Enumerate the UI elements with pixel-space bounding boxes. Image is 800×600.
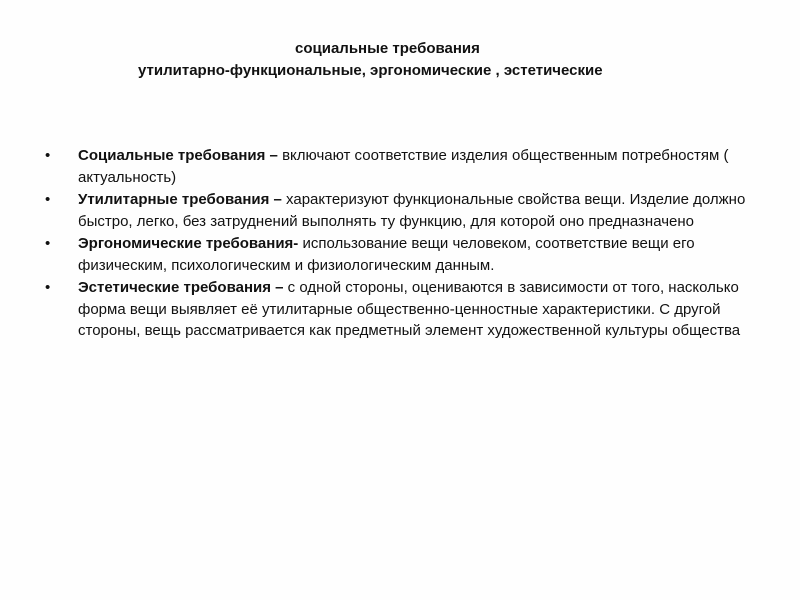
list-item-social <box>45 145 765 188</box>
list-item-text: включают соответствие изделия общественным потребностям ( актуальность) <box>78 147 729 186</box>
bullet-icon: • <box>45 279 51 296</box>
list-item-ergonomic <box>45 233 765 276</box>
list-item-term: Социальные требования – <box>78 147 278 164</box>
list-item-term: Эргономические требования- <box>78 235 299 252</box>
list-item-text: характеризуют функциональные свойства вещи. Изделие должно быстро, легко, без затруднений выполнять ту функцию, для которой оно предназначено <box>78 191 746 230</box>
list-item-text: использование вещи человеком, соответствие вещи его физическим, психологическим и физиологическим данным. <box>78 235 695 274</box>
requirements-list <box>45 145 765 343</box>
list-item-text: с одной стороны, оцениваются в зависимости от того, насколько форма вещи выявляет её утилитарные общественно-ценностные характеристики. С другой стороны, вещь рассматривается как предметный элемент художественной культуры общества <box>78 279 741 339</box>
title-line-2: утилитарно-функциональные, эргономические , эстетические <box>138 62 603 79</box>
bullet-icon: • <box>45 191 51 208</box>
list-item-term: Утилитарные требования – <box>78 191 282 208</box>
title-line-1: социальные требования <box>295 40 480 57</box>
list-item-utilitarian <box>45 189 765 232</box>
bullet-icon: • <box>45 147 51 164</box>
list-item-aesthetic <box>45 277 765 342</box>
list-item-term: Эстетические требования – <box>78 279 284 296</box>
bullet-icon: • <box>45 235 51 252</box>
